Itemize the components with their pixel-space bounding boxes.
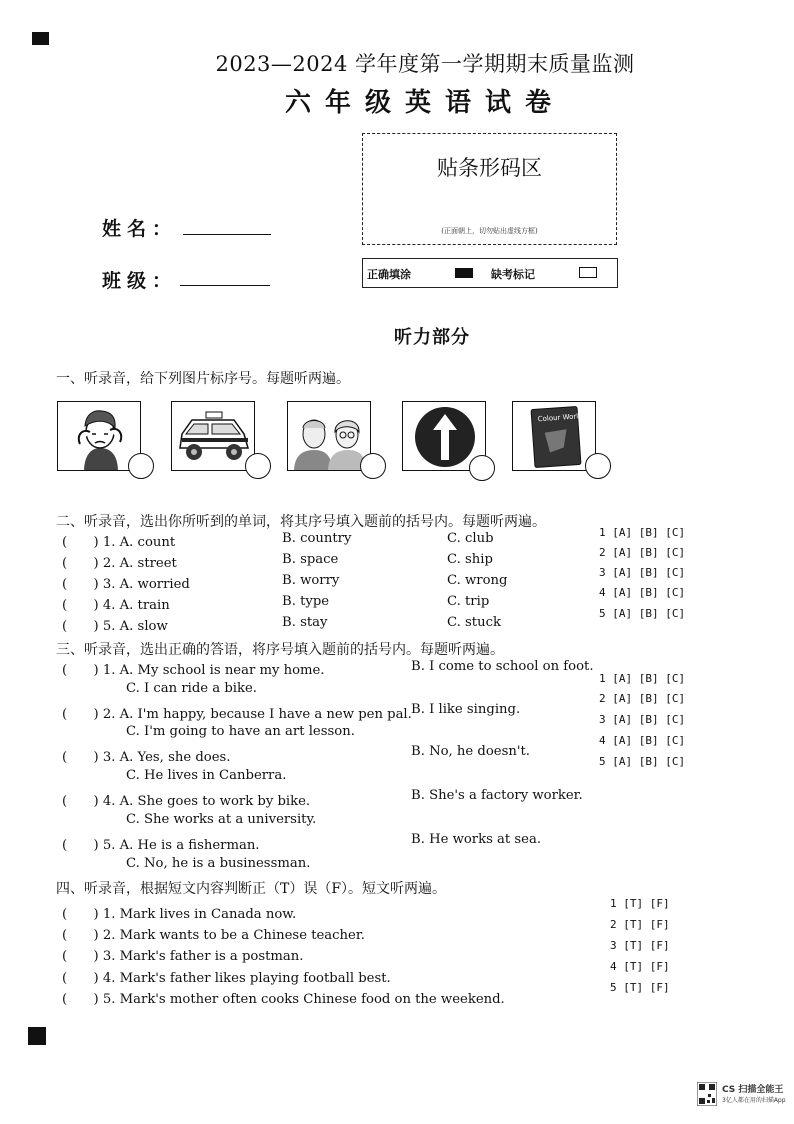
section4-row-1: [62, 903, 296, 922]
barcode-title: 贴条形码区: [437, 156, 542, 180]
section4-row-3: [62, 945, 303, 964]
statement-text: 2. Mark wants to be a Chinese teacher.: [102, 928, 365, 943]
option-c: C. club: [447, 531, 494, 546]
elderly-couple-picture: [287, 401, 371, 471]
answer-paren[interactable]: ( ): [62, 663, 99, 678]
section4-row-4: [62, 967, 391, 986]
book-picture: [512, 401, 596, 471]
fill-instructions: [362, 258, 618, 288]
option-c: C. trip: [447, 594, 490, 609]
option-a: 3. A. Yes, she does.: [102, 750, 231, 765]
option-b: B. space: [282, 552, 339, 567]
scanner-slogan: 3亿人都在用的扫描App: [722, 1097, 786, 1104]
answer-key-row[interactable]: 3 [A] [B] [C]: [599, 713, 686, 726]
answer-key-row[interactable]: 4 [T] [F]: [610, 960, 670, 973]
option-c: C. ship: [447, 552, 493, 567]
answer-paren[interactable]: ( ): [62, 949, 99, 964]
picture1-number-circle[interactable]: [128, 453, 154, 479]
option-b: B. I come to school on foot.: [411, 659, 594, 674]
option-b: B. I like singing.: [411, 702, 521, 717]
exam-title-line1: 2023—2024 学年度第一学期期末质量监测: [215, 52, 635, 76]
section3-row-4: [62, 790, 310, 809]
option-a: 1. A. count: [102, 535, 176, 550]
absent-mark-label: 缺考标记: [491, 268, 535, 281]
alignment-mark-bottom: [28, 1027, 46, 1045]
answer-key-row[interactable]: 5 [T] [F]: [610, 981, 670, 994]
option-c: C. She works at a university.: [126, 812, 317, 827]
option-a: 4. A. train: [102, 598, 170, 613]
picture5-number-circle[interactable]: [585, 453, 611, 479]
option-c: C. wrong: [447, 573, 508, 588]
class-label: 班级：: [102, 270, 178, 292]
scanner-name: CS 扫描全能王: [722, 1085, 784, 1095]
answer-paren[interactable]: ( ): [62, 907, 99, 922]
answer-paren[interactable]: ( ): [62, 928, 99, 943]
barcode-area: [362, 133, 617, 245]
section2-row-4: [62, 594, 170, 613]
section3-row-3: [62, 746, 230, 765]
book-title-text: Colour World: [537, 412, 583, 424]
section2-row-5: [62, 615, 168, 634]
exam-title-line2: 六年级英语试卷: [284, 88, 565, 118]
section1-title: 一、听录音，给下列图片标序号。每题听两遍。: [56, 371, 350, 387]
picture3-number-circle[interactable]: [360, 453, 386, 479]
option-a: 3. A. worried: [102, 577, 190, 592]
name-label: 姓名：: [102, 218, 178, 240]
absent-box[interactable]: [579, 267, 597, 278]
filled-box-icon: [455, 268, 473, 278]
section3-title: 三、听录音，选出正确的答语，将序号填入题前的括号内。每题听两遍。: [56, 642, 504, 658]
answer-paren[interactable]: ( ): [62, 556, 99, 571]
option-b: B. No, he doesn't.: [411, 744, 530, 759]
section3-row-2: [62, 703, 412, 722]
answer-key-row[interactable]: 2 [A] [B] [C]: [599, 692, 686, 705]
statement-text: 1. Mark lives in Canada now.: [102, 907, 297, 922]
answer-key-row[interactable]: 3 [T] [F]: [610, 939, 670, 952]
barcode-note: (正面朝上，切勿贴出虚线方框): [441, 227, 538, 235]
section2-title: 二、听录音，选出你所听到的单词，将其序号填入题前的括号内。每题听两遍。: [56, 514, 546, 530]
section2-row-3: [62, 573, 190, 592]
section2-row-2: [62, 552, 177, 571]
answer-key-row[interactable]: 1 [A] [B] [C]: [599, 526, 686, 539]
class-field[interactable]: [180, 285, 270, 286]
listening-title: 听力部分: [394, 327, 470, 348]
picture4-number-circle[interactable]: [469, 455, 495, 481]
option-b: B. stay: [282, 615, 328, 630]
statement-text: 4. Mark's father likes playing football best.: [102, 971, 391, 986]
option-a: 2. A. street: [102, 556, 177, 571]
option-b: B. worry: [282, 573, 340, 588]
option-a: 5. A. He is a fisherman.: [102, 838, 260, 853]
section4-title: 四、听录音，根据短文内容判断正（T）误（F）。短文听两遍。: [56, 881, 447, 897]
option-c: C. I can ride a bike.: [126, 681, 257, 696]
answer-paren[interactable]: ( ): [62, 535, 99, 550]
answer-key-row[interactable]: 5 [A] [B] [C]: [599, 755, 686, 768]
option-a: 4. A. She goes to work by bike.: [102, 794, 311, 809]
option-b: B. He works at sea.: [411, 832, 542, 847]
answer-key-row[interactable]: 2 [A] [B] [C]: [599, 546, 686, 559]
fill-correct-label: 正确填涂: [367, 268, 411, 281]
section4-row-5: [62, 988, 505, 1007]
section3-row-1: [62, 659, 325, 678]
answer-key-row[interactable]: 5 [A] [B] [C]: [599, 607, 686, 620]
statement-text: 3. Mark's father is a postman.: [102, 949, 304, 964]
answer-paren[interactable]: ( ): [62, 619, 99, 634]
option-a: 1. A. My school is near my home.: [102, 663, 325, 678]
answer-key-row[interactable]: 3 [A] [B] [C]: [599, 566, 686, 579]
option-a: 2. A. I'm happy, because I have a new pen pal.: [102, 707, 412, 722]
answer-key-row[interactable]: 1 [A] [B] [C]: [599, 672, 686, 685]
option-c: C. I'm going to have an art lesson.: [126, 724, 355, 739]
statement-text: 5. Mark's mother often cooks Chinese food on the weekend.: [102, 992, 505, 1007]
answer-key-row[interactable]: 4 [A] [B] [C]: [599, 734, 686, 747]
answer-key-row[interactable]: 2 [T] [F]: [610, 918, 670, 931]
option-c: C. stuck: [447, 615, 501, 630]
picture2-number-circle[interactable]: [245, 453, 271, 479]
option-b: B. She's a factory worker.: [411, 788, 583, 803]
answer-paren[interactable]: ( ): [62, 794, 99, 809]
option-a: 5. A. slow: [102, 619, 168, 634]
qr-code-icon: [697, 1082, 717, 1106]
name-field[interactable]: [183, 234, 271, 235]
answer-paren[interactable]: ( ): [62, 750, 99, 765]
answer-key-row[interactable]: 4 [A] [B] [C]: [599, 586, 686, 599]
section2-row-1: [62, 531, 175, 550]
answer-paren[interactable]: ( ): [62, 971, 99, 986]
scanner-watermark: [722, 1082, 786, 1104]
option-c: C. He lives in Canberra.: [126, 768, 287, 783]
option-c: C. No, he is a businessman.: [126, 856, 311, 871]
section4-row-2: [62, 924, 365, 943]
answer-paren[interactable]: ( ): [62, 992, 99, 1007]
option-b: B. type: [282, 594, 330, 609]
section3-row-5: [62, 834, 260, 853]
answer-paren[interactable]: ( ): [62, 598, 99, 613]
answer-paren[interactable]: ( ): [62, 577, 99, 592]
answer-paren[interactable]: ( ): [62, 838, 99, 853]
answer-key-row[interactable]: 1 [T] [F]: [610, 897, 670, 910]
alignment-mark-top: [32, 32, 49, 45]
answer-paren[interactable]: ( ): [62, 707, 99, 722]
taxi-picture: [171, 401, 255, 471]
option-b: B. country: [282, 531, 352, 546]
